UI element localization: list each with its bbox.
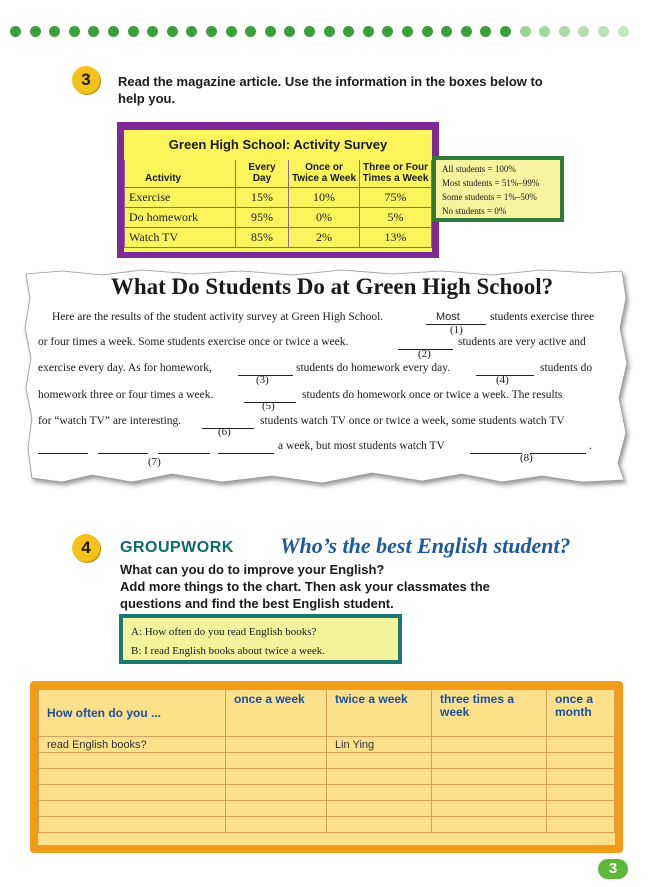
survey-table <box>124 160 432 248</box>
chart-header: twice a week <box>327 690 432 737</box>
survey-header: Every Day <box>236 160 289 188</box>
border-dot <box>324 26 335 37</box>
survey-header: Activity <box>125 160 236 188</box>
article-text: students do homework once or twice a week. The results <box>302 389 563 401</box>
article-text: students are very active and <box>458 336 586 348</box>
chart-cell[interactable]: Lin Ying <box>327 737 432 753</box>
border-dot <box>206 26 217 37</box>
chart-cell[interactable] <box>226 753 327 769</box>
instruction-line: What can you do to improve your English? <box>120 562 385 577</box>
chart-cell[interactable] <box>39 801 226 817</box>
blank-number: (1) <box>450 324 463 336</box>
survey-cell: 15% <box>236 188 289 208</box>
border-dot <box>480 26 491 37</box>
article-text: Here are the results of the student activity survey at Green High School. <box>52 311 384 323</box>
chart-header: three times a week <box>432 690 547 737</box>
article-text: a week, but most students watch TV <box>278 440 445 452</box>
magazine-article <box>22 268 634 500</box>
border-dot <box>539 26 550 37</box>
instruction-line-2: help you. <box>118 91 176 106</box>
article-text: for “watch TV” are interesting. <box>38 415 182 427</box>
groupwork-question: Who’s the best English student? <box>280 533 571 558</box>
article-text: . <box>589 440 592 452</box>
border-dot <box>108 26 119 37</box>
blank-number: (3) <box>256 374 269 386</box>
border-dot <box>284 26 295 37</box>
border-dot <box>10 26 21 37</box>
survey-cell: 95% <box>236 208 289 228</box>
chart-cell[interactable] <box>432 769 547 785</box>
chart-cell[interactable] <box>547 785 615 801</box>
blank-number: (2) <box>418 348 431 360</box>
blank-number: (6) <box>218 426 231 438</box>
border-dot <box>618 26 629 37</box>
answer-blank-8b[interactable] <box>530 453 586 454</box>
dialog-line-a: A: How often do you read English books? <box>131 626 317 638</box>
border-dot <box>559 26 570 37</box>
chart-cell[interactable] <box>432 753 547 769</box>
chart-cell[interactable] <box>226 785 327 801</box>
answer-blank-7c[interactable] <box>158 453 210 454</box>
chart-cell[interactable] <box>547 817 615 833</box>
legend-item: No students = 0% <box>442 206 507 216</box>
chart-cell[interactable] <box>226 737 327 753</box>
article-text: students do <box>540 362 593 374</box>
border-dot <box>147 26 158 37</box>
chart-cell[interactable] <box>432 785 547 801</box>
chart-cell[interactable] <box>327 801 432 817</box>
chart-cell[interactable] <box>547 753 615 769</box>
instruction-line-1: Read the magazine article. Use the information in the boxes below to <box>118 74 543 89</box>
survey-header: Once or Twice a Week <box>289 160 360 188</box>
chart-cell[interactable] <box>39 769 226 785</box>
chart-cell[interactable] <box>226 817 327 833</box>
chart-cell[interactable]: read English books? <box>39 737 226 753</box>
chart-header: How often do you ... <box>39 690 226 737</box>
frequency-table <box>38 689 615 833</box>
article-text: or four times a week. Some students exercise once or twice a week. <box>38 336 349 348</box>
article-text: students exercise three <box>490 311 595 323</box>
chart-cell[interactable] <box>226 801 327 817</box>
border-dot <box>265 26 276 37</box>
page-number: 3 <box>598 859 628 879</box>
border-dot <box>402 26 413 37</box>
survey-cell: Do homework <box>125 208 236 228</box>
answer-blank-7d[interactable] <box>218 453 274 454</box>
torn-paper-shape <box>22 268 634 500</box>
chart-cell[interactable] <box>547 737 615 753</box>
dialog-line-b: B: I read English books about twice a week. <box>131 645 325 657</box>
chart-cell[interactable] <box>39 817 226 833</box>
survey-cell: 0% <box>289 208 360 228</box>
border-dot <box>598 26 609 37</box>
border-dot <box>128 26 139 37</box>
border-dot <box>167 26 178 37</box>
blank-number: (8) <box>520 452 533 464</box>
legend-item: Most students = 51%–99% <box>442 178 540 188</box>
chart-cell[interactable] <box>432 737 547 753</box>
answer-blank-8a[interactable] <box>470 453 522 454</box>
top-dot-border <box>10 26 640 40</box>
border-dot <box>245 26 256 37</box>
survey-cell: 13% <box>360 228 432 248</box>
border-dot <box>461 26 472 37</box>
border-dot <box>441 26 452 37</box>
border-dot <box>520 26 531 37</box>
exercise-number-4: 4 <box>72 534 100 562</box>
article-text: students do homework every day. <box>296 362 451 374</box>
example-dialog-box <box>119 614 402 664</box>
survey-cell: Watch TV <box>125 228 236 248</box>
chart-cell[interactable] <box>327 785 432 801</box>
article-title: What Do Students Do at Green High School? <box>110 274 554 299</box>
instruction-line: Add more things to the chart. Then ask your classmates the <box>120 579 490 594</box>
border-dot <box>363 26 374 37</box>
border-dot <box>304 26 315 37</box>
filled-answer: Most <box>436 311 460 323</box>
article-text: exercise every day. As for homework, <box>38 362 212 374</box>
survey-title: Green High School: Activity Survey <box>168 137 388 152</box>
legend-box <box>432 156 564 222</box>
border-dot <box>382 26 393 37</box>
instruction-line: questions and find the best English student. <box>120 596 394 611</box>
chart-cell[interactable] <box>39 753 226 769</box>
border-dot <box>69 26 80 37</box>
chart-cell[interactable] <box>327 817 432 833</box>
blank-number: (5) <box>262 400 275 412</box>
border-dot <box>186 26 197 37</box>
blank-number: (7) <box>148 456 161 468</box>
legend-item: All students = 100% <box>442 164 516 174</box>
chart-cell[interactable] <box>327 753 432 769</box>
chart-cell[interactable] <box>327 769 432 785</box>
blank-number: (4) <box>496 374 509 386</box>
border-dot <box>422 26 433 37</box>
chart-cell[interactable] <box>547 769 615 785</box>
activity-survey-box <box>117 122 439 258</box>
survey-cell: Exercise <box>125 188 236 208</box>
border-dot <box>226 26 237 37</box>
chart-cell[interactable] <box>39 785 226 801</box>
frequency-chart <box>30 681 623 853</box>
border-dot <box>500 26 511 37</box>
chart-cell[interactable] <box>226 769 327 785</box>
chart-cell[interactable] <box>547 801 615 817</box>
border-dot <box>30 26 41 37</box>
article-text: homework three or four times a week. <box>38 389 214 401</box>
border-dot <box>49 26 60 37</box>
chart-cell[interactable] <box>432 817 547 833</box>
survey-cell: 2% <box>289 228 360 248</box>
chart-cell[interactable] <box>432 801 547 817</box>
survey-cell: 75% <box>360 188 432 208</box>
exercise-number-3: 3 <box>72 66 100 94</box>
chart-header: once a week <box>226 690 327 737</box>
border-dot <box>88 26 99 37</box>
legend-item: Some students = 1%–50% <box>442 192 537 202</box>
border-dot <box>578 26 589 37</box>
answer-blank-7b[interactable] <box>98 453 148 454</box>
survey-header: Three or Four Times a Week <box>360 160 432 188</box>
survey-cell: 85% <box>236 228 289 248</box>
article-text: students watch TV once or twice a week, some students watch TV <box>260 415 565 427</box>
answer-blank-7a[interactable] <box>38 453 88 454</box>
border-dot <box>343 26 354 37</box>
survey-cell: 5% <box>360 208 432 228</box>
chart-header: once a month <box>547 690 615 737</box>
groupwork-label: GROUPWORK <box>120 539 234 556</box>
survey-cell: 10% <box>289 188 360 208</box>
